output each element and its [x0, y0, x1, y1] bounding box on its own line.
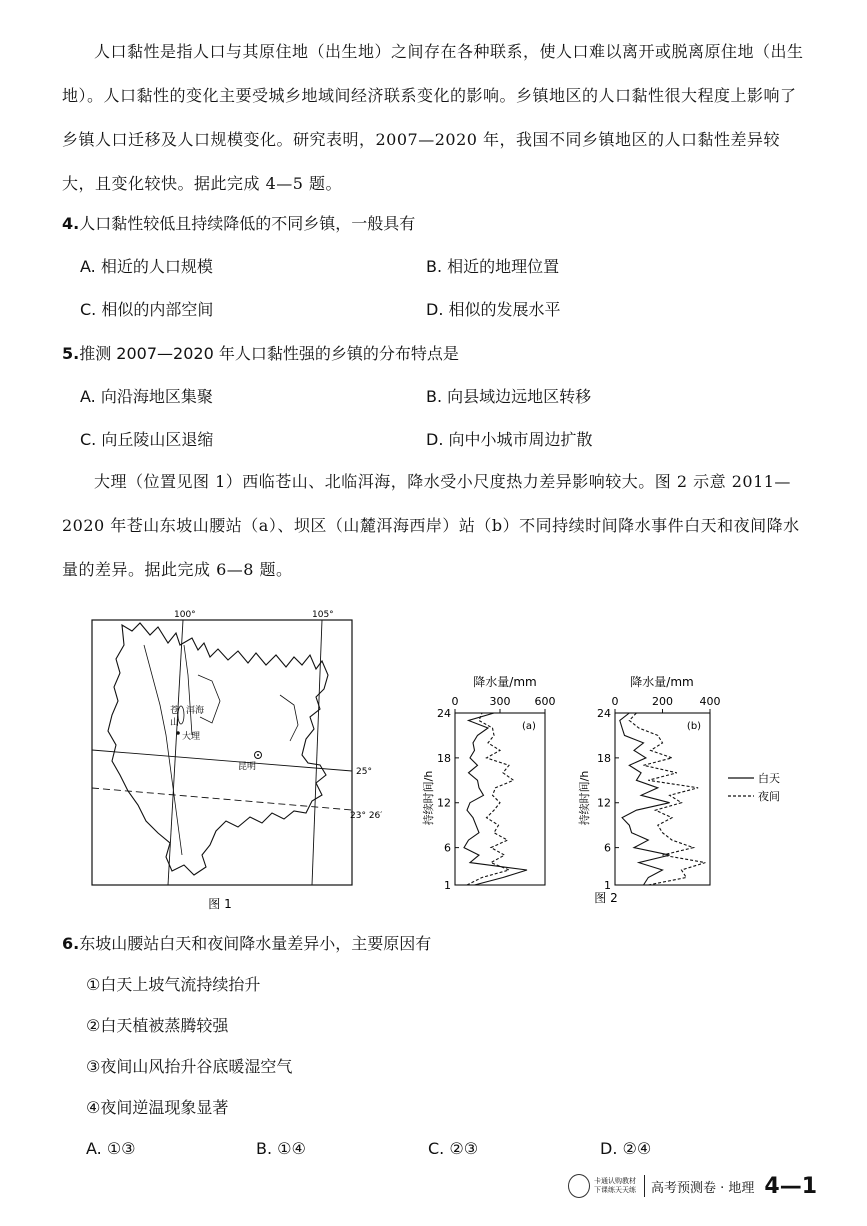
panel-a-x-tick-label: 300 [489, 695, 511, 708]
panel-b-y-tick-label: 6 [604, 841, 611, 855]
label-cangshan-1: 苍 [170, 706, 180, 716]
lon-label-100: 100° [174, 610, 196, 620]
panel-a-label: (a) [522, 721, 536, 732]
panel-b-y-tick-label: 18 [597, 751, 611, 765]
question-stem: 推测 2007—2020 年人口黏性强的乡镇的分布特点是 [79, 344, 459, 363]
question-number: 5. [62, 344, 80, 363]
parallel-25 [92, 750, 352, 771]
option-b: B. 向县域边远地区转移 [426, 387, 592, 406]
figure-1-caption: 图 1 [208, 897, 232, 911]
panel-b-y-tick-label: 1 [604, 879, 611, 892]
panel-a-y-tick-label: 24 [437, 707, 451, 720]
figure-2-chart [410, 670, 800, 910]
lat-label-tropic: 23° 26′ [350, 811, 383, 821]
county-boundary [280, 695, 298, 741]
statement-4: ④夜间逆温现象显著 [86, 1098, 229, 1117]
label-cangshan-2: 山 [170, 718, 180, 728]
option-a: A. ①③ [86, 1139, 136, 1158]
panel-a-y-tick-label: 1 [444, 879, 451, 892]
page-footer [568, 1168, 818, 1204]
dali-marker [176, 731, 180, 735]
panel-b-x-tick-label: 0 [611, 695, 619, 708]
option-a: A. 相近的人口规模 [80, 257, 213, 276]
legend-night-label: 夜间 [758, 790, 780, 803]
question-5 [62, 343, 459, 365]
statement-2: ②白天植被蒸腾较强 [86, 1016, 229, 1035]
question-6 [62, 933, 431, 955]
option-a: A. 向沿海地区集聚 [80, 387, 213, 406]
panel-a-x-title: 降水量/mm [473, 675, 537, 689]
tropic-line [92, 788, 352, 810]
option-d: D. ②④ [600, 1139, 652, 1158]
figure-1-map [80, 605, 383, 915]
option-d: D. 相似的发展水平 [426, 300, 561, 319]
statement-1: ①白天上坡气流持续抬升 [86, 975, 261, 994]
panel-b-x-tick-label: 200 [652, 695, 673, 708]
panel-b-x-title: 降水量/mm [630, 675, 694, 689]
option-b: B. ①④ [256, 1139, 306, 1158]
legend-day-label: 白天 [758, 772, 780, 785]
footer-divider [644, 1175, 645, 1197]
question-stem: 人口黏性较低且持续降低的不同乡镇，一般具有 [79, 214, 416, 233]
footer-series: 高考预测卷 · 地理 [651, 1180, 755, 1196]
question-stem: 东坡山腰站白天和夜间降水量差异小，主要原因有 [79, 934, 432, 953]
panel-a-y-tick-label: 18 [437, 751, 451, 765]
map-frame [92, 620, 352, 885]
question-number: 6. [62, 934, 80, 953]
panel-a-frame [455, 713, 545, 885]
lon-label-105: 105° [312, 610, 334, 620]
panel-b-series-day-line [620, 713, 670, 885]
option-d: D. 向中小城市周边扩散 [426, 430, 593, 449]
panel-a-y-tick-label: 6 [444, 841, 451, 855]
label-erhai: 洱海 [186, 706, 205, 716]
panel-a-x-tick-label: 0 [451, 695, 459, 708]
question-4 [62, 213, 415, 235]
panel-b-frame [615, 713, 710, 885]
footer-slogan: 卡通认购教材 下课练天天练 [594, 1177, 636, 1194]
option-c: C. 向丘陵山区退缩 [80, 430, 214, 449]
lat-label-25: 25° [356, 767, 372, 777]
label-kunming: 昆明 [238, 762, 257, 772]
panel-b-y-tick-label: 12 [597, 796, 611, 810]
meridian-105 [312, 620, 322, 885]
panel-a-y-title: 持续时间/h [422, 770, 435, 826]
intro-paragraph-1: 人口黏性是指人口与其原住地（出生地）之间存在各种联系，使人口难以离开或脱离原住地（出生地）。人口黏性的变化主要受城乡地域间经济联系变化的影响。乡镇地区的人口黏性很大程度上影响了乡镇人口迁移及人口规模变化。研究表明，2007—2020 年，我国不同乡镇地区的人口黏性差异较大，且变化较快。据此完成 4—5 题。 [62, 42, 804, 193]
option-b: B. 相近的地理位置 [426, 257, 560, 276]
river [184, 645, 192, 735]
panel-b-y-title: 持续时间/h [578, 770, 591, 826]
panel-b-label: (b) [686, 721, 702, 732]
page-number: 4—1 [764, 1173, 818, 1199]
province-outline [108, 623, 328, 875]
statement-3: ③夜间山风抬升谷底暖湿空气 [86, 1057, 293, 1076]
panel-a-x-tick-label: 600 [534, 695, 556, 708]
mascot-logo-icon [568, 1174, 590, 1198]
panel-b-series-night-line [629, 713, 705, 885]
panel-b-x-tick-label: 400 [699, 695, 721, 708]
figure-2-caption: 图 2 [594, 891, 618, 905]
panel-a-y-tick-label: 12 [437, 796, 451, 810]
intro-paragraph-2: 大理（位置见图 1）西临苍山、北临洱海，降水受小尺度热力差异影响较大。图 2 示意 2011—2020 年苍山东坡山腰站（a）、坝区（山麓洱海西岸）站（b）不同持续时间降水事件白天和夜间降水量的差异。据此完成 6—8 题。 [62, 472, 800, 579]
option-c: C. 相似的内部空间 [80, 300, 214, 319]
river [144, 645, 182, 855]
question-number: 4. [62, 214, 80, 233]
kunming-marker-dot [257, 754, 259, 756]
panel-b-y-tick-label: 24 [597, 707, 611, 720]
option-c: C. ②③ [428, 1139, 479, 1158]
label-dali: 大理 [182, 732, 201, 742]
